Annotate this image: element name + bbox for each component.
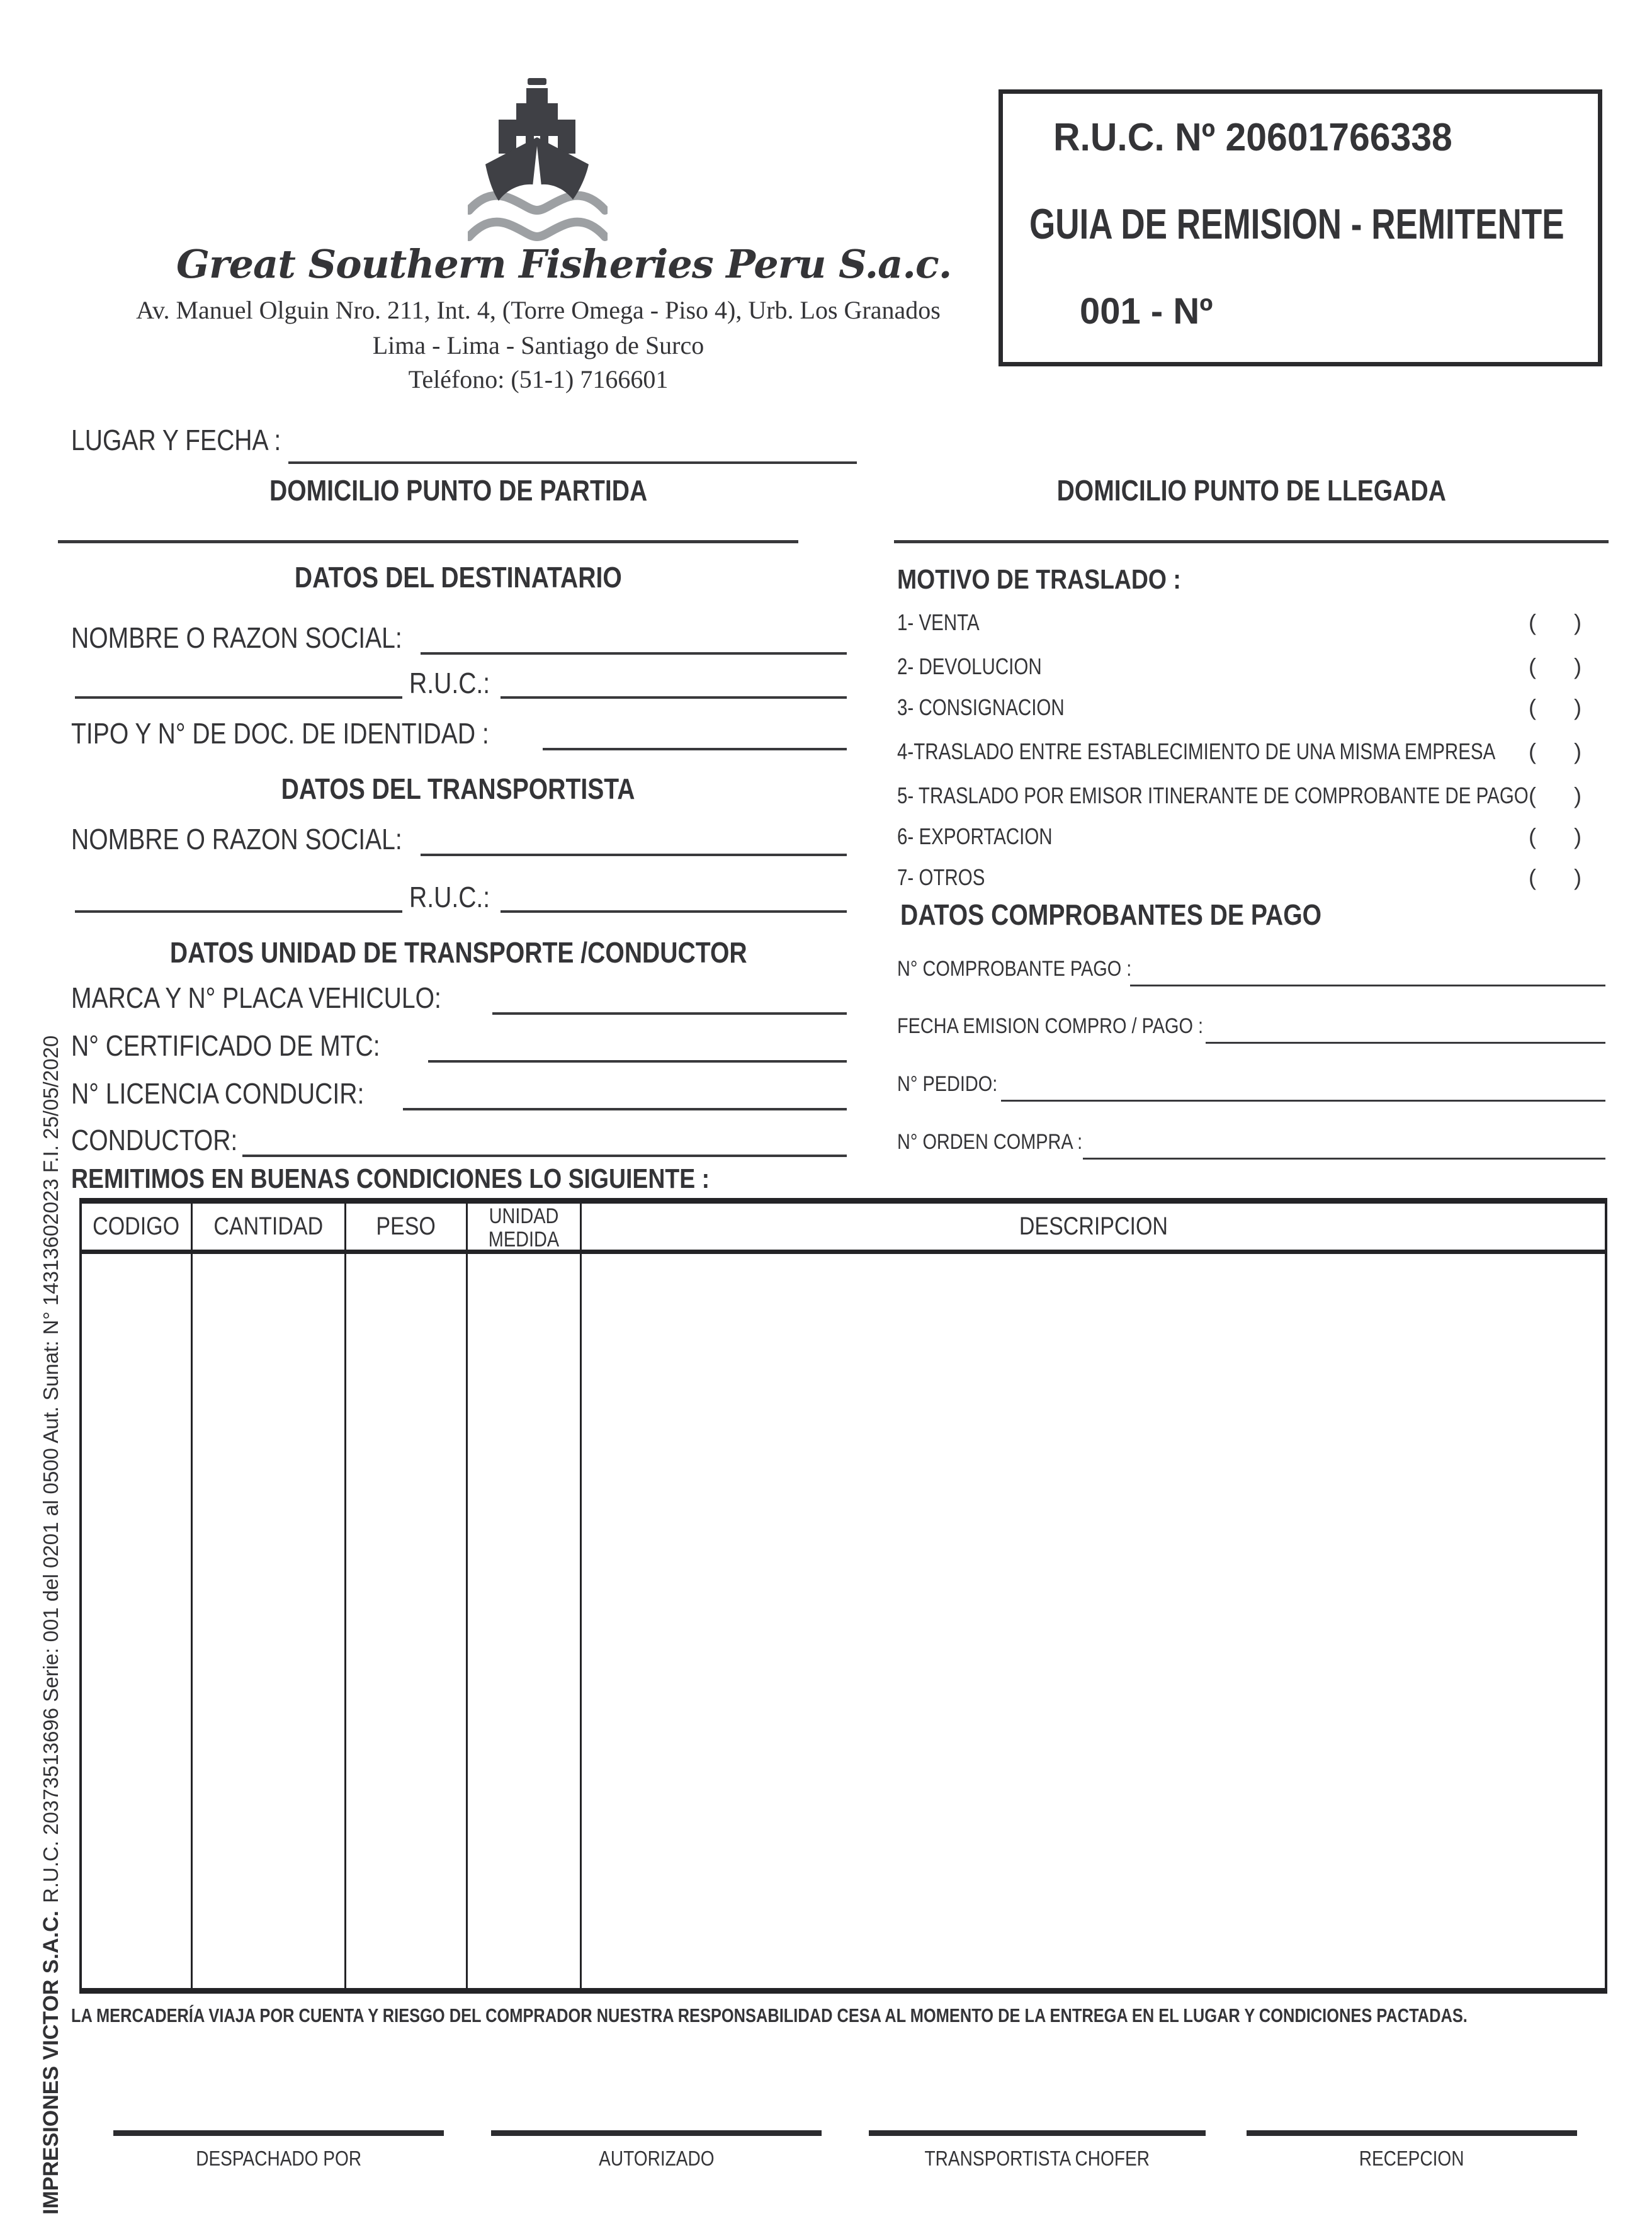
motivo-checkbox: ( ) <box>1529 782 1581 808</box>
motivo-item: 6- EXPORTACION <box>897 823 1053 849</box>
remitimos-label: REMITIMOS EN BUENAS CONDICIONES LO SIGUIENTE : <box>71 1163 710 1194</box>
motivo-checkbox: ( ) <box>1529 738 1581 764</box>
partida-line <box>58 540 798 543</box>
table-header-separator <box>82 1250 1605 1254</box>
transportista-nombre-label: NOMBRE O RAZON SOCIAL: <box>71 823 402 856</box>
comprobante-pago-label: N° COMPROBANTE PAGO : <box>897 957 1132 981</box>
partida-heading: DOMICILIO PUNTO DE PARTIDA <box>269 474 648 507</box>
signature-label-transportista: TRANSPORTISTA CHOFER <box>924 2147 1150 2170</box>
disclaimer-text: LA MERCADERÍA VIAJA POR CUENTA Y RIESGO DEL COMPRADOR NUESTRA RESPONSABILIDAD CESA AL MOMENTO DE LA ENTREGA EN EL LUGAR Y CONDICIONES PACTADAS. <box>71 2004 1468 2026</box>
ruc-number: R.U.C. Nº 20601766338 <box>1053 116 1452 159</box>
pedido-label: N° PEDIDO: <box>897 1072 998 1096</box>
company-address-line1: Av. Manuel Olguin Nro. 211, Int. 4, (Torre Omega - Piso 4), Urb. Los Granados <box>136 296 941 324</box>
signature-label-recepcion: RECEPCION <box>1359 2147 1464 2170</box>
motivo-checkbox: ( ) <box>1529 823 1581 849</box>
motivo-item: 1- VENTA <box>897 609 980 635</box>
destinatario-heading: DATOS DEL DESTINATARIO <box>295 561 622 594</box>
licencia-line <box>403 1108 847 1110</box>
pedido-line <box>1001 1100 1605 1102</box>
marca-placa-label: MARCA Y N° PLACA VEHICULO: <box>71 981 441 1014</box>
unidad-transporte-heading: DATOS UNIDAD DE TRANSPORTE /CONDUCTOR <box>169 936 747 969</box>
column-header-unidad-medida: UNIDAD MEDIDA <box>488 1204 560 1251</box>
column-header-peso: PESO <box>376 1212 436 1240</box>
fecha-emision-line <box>1206 1042 1605 1044</box>
transportista-ruc-label: R.U.C.: <box>409 881 490 913</box>
signature-line-recepcion <box>1247 2130 1577 2136</box>
conductor-label: CONDUCTOR: <box>71 1124 238 1156</box>
motivo-checkbox: ( ) <box>1529 864 1581 890</box>
wave-icon <box>469 222 605 237</box>
certificado-mtc-label: N° CERTIFICADO DE MTC: <box>71 1029 380 1062</box>
table-column-divider <box>191 1204 193 1988</box>
orden-compra-label: N° ORDEN COMPRA : <box>897 1130 1083 1154</box>
destinatario-nombre-line2 <box>75 696 402 699</box>
lugar-fecha-label: LUGAR Y FECHA : <box>71 424 281 456</box>
transportista-heading: DATOS DEL TRANSPORTISTA <box>281 772 635 805</box>
wave-icon <box>469 196 605 210</box>
column-header-cantidad: CANTIDAD <box>213 1212 324 1240</box>
company-address-line2: Lima - Lima - Santiago de Surco <box>372 331 704 359</box>
company-phone: Teléfono: (51-1) 7166601 <box>408 365 669 393</box>
printer-name: IMPRESIONES VICTOR S.A.C. <box>39 1910 63 2215</box>
printer-details: R.U.C. 20373513696 Serie: 001 del 0201 al 0500 Aut. Sunat: N° 14313602023 F.I. 25/05/2020 <box>39 1035 62 1903</box>
orden-compra-line <box>1083 1158 1605 1160</box>
signature-line-despachado <box>113 2130 444 2136</box>
comprobante-pago-line <box>1130 985 1605 986</box>
motivo-item: 2- DEVOLUCION <box>897 653 1042 679</box>
signature-line-autorizado <box>491 2130 822 2136</box>
table-column-divider <box>580 1204 582 1988</box>
motivo-heading: MOTIVO DE TRASLADO : <box>897 564 1181 595</box>
motivo-item: 5- TRASLADO POR EMISOR ITINERANTE DE COMPROBANTE DE PAGO <box>897 782 1529 808</box>
document-title: GUIA DE REMISION - REMITENTE <box>1029 200 1564 248</box>
motivo-checkbox: ( ) <box>1529 609 1581 635</box>
tipo-doc-label: TIPO Y N° DE DOC. DE IDENTIDAD : <box>71 717 489 750</box>
motivo-checkbox: ( ) <box>1529 694 1581 720</box>
ship-logo-icon <box>468 74 608 241</box>
fecha-emision-label: FECHA EMISION COMPRO / PAGO : <box>897 1014 1204 1038</box>
comprobantes-heading: DATOS COMPROBANTES DE PAGO <box>900 898 1322 931</box>
llegada-heading: DOMICILIO PUNTO DE LLEGADA <box>1056 474 1446 507</box>
marca-placa-line <box>492 1012 847 1015</box>
destinatario-nombre-line <box>421 652 847 655</box>
table-column-divider <box>466 1204 468 1988</box>
signature-label-autorizado: AUTORIZADO <box>598 2147 715 2170</box>
column-header-codigo: CODIGO <box>93 1212 180 1240</box>
signature-line-transportista <box>869 2130 1206 2136</box>
motivo-item: 3- CONSIGNACION <box>897 694 1065 720</box>
motivo-item: 7- OTROS <box>897 864 985 890</box>
table-column-divider <box>344 1204 346 1988</box>
licencia-label: N° LICENCIA CONDUCIR: <box>71 1077 365 1110</box>
motivo-checkbox: ( ) <box>1529 653 1581 679</box>
signature-label-despachado: DESPACHADO POR <box>196 2147 361 2170</box>
printer-info-vertical-text <box>39 1036 64 2215</box>
conductor-line <box>242 1155 847 1157</box>
transportista-nombre-line2 <box>75 910 402 913</box>
company-name: Great Southern Fisheries Peru S.a.c. <box>176 241 952 287</box>
transportista-ruc-line <box>501 910 847 913</box>
certificado-mtc-line <box>428 1060 847 1063</box>
destinatario-nombre-label: NOMBRE O RAZON SOCIAL: <box>71 621 402 654</box>
document-series-number: 001 - Nº <box>1080 291 1213 332</box>
llegada-line <box>894 540 1609 543</box>
destinatario-ruc-label: R.U.C.: <box>409 667 490 699</box>
transportista-nombre-line <box>421 854 847 856</box>
destinatario-ruc-line <box>501 696 847 699</box>
column-header-descripcion: DESCRIPCION <box>1019 1212 1168 1240</box>
tipo-doc-line <box>543 748 847 750</box>
ruc-box <box>999 89 1602 366</box>
lugar-fecha-line <box>288 461 857 464</box>
motivo-item: 4-TRASLADO ENTRE ESTABLECIMIENTO DE UNA MISMA EMPRESA <box>897 738 1496 764</box>
items-table <box>79 1198 1607 1994</box>
